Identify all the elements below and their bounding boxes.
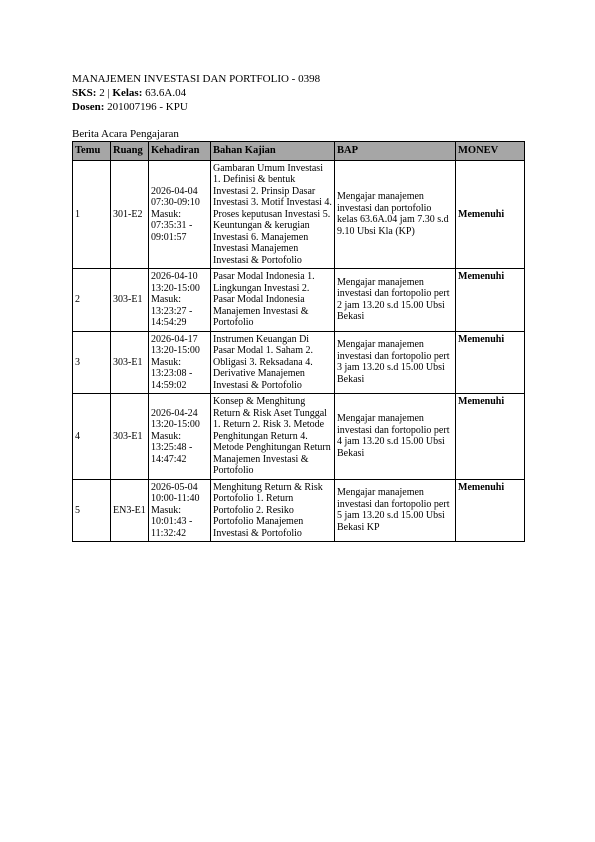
column-header-monev: MONEV — [456, 142, 525, 161]
meta-separator: | — [107, 87, 110, 99]
table-row — [73, 269, 525, 332]
lecturer-line — [72, 100, 524, 114]
cell-bap: Mengajar manajemen investasi dan portofolio kelas 63.6A.04 jam 7.30 s.d 9.10 Ubsi Kla (KP) — [335, 160, 456, 269]
cell-temu: 4 — [73, 394, 111, 480]
cell-temu: 2 — [73, 269, 111, 332]
kelas-label: Kelas: — [112, 87, 143, 99]
table-row — [73, 479, 525, 542]
cell-temu: 5 — [73, 479, 111, 542]
table-row — [73, 394, 525, 480]
document-page — [72, 72, 524, 542]
column-header-bahan-kajian: Bahan Kajian — [211, 142, 335, 161]
course-meta-line — [72, 86, 524, 100]
cell-ruang: 303-E1 — [111, 394, 149, 480]
cell-temu: 1 — [73, 160, 111, 269]
cell-bahan-kajian: Menghitung Return & Risk Portofolio 1. Return Portofolio 2. Resiko Portofolio Manajemen Investasi & Portofolio — [211, 479, 335, 542]
section-title: Berita Acara Pengajaran — [72, 128, 179, 140]
cell-monev: Memenuhi — [456, 160, 525, 269]
sks-label: SKS: — [72, 87, 97, 99]
cell-ruang: 303-E1 — [111, 331, 149, 394]
column-header-bap: BAP — [335, 142, 456, 161]
cell-bahan-kajian: Instrumen Keuangan Di Pasar Modal 1. Saham 2. Obligasi 3. Reksadana 4. Derivative Manajemen Investasi & Portofolio — [211, 331, 335, 394]
cell-bahan-kajian: Gambaran Umum Investasi 1. Definisi & bentuk Investasi 2. Prinsip Dasar Investasi 3. Motif Investasi 4. Proses keputusan Investasi 5. Keuntungan & kerugian Investasi 6. Manajemen Investasi Manajemen Investasi & Portofolio — [211, 160, 335, 269]
cell-monev: Memenuhi — [456, 479, 525, 542]
cell-monev: Memenuhi — [456, 269, 525, 332]
cell-kehadiran: 2026-04-24 13:20-15:00 Masuk: 13:25:48 - 14:47:42 — [149, 394, 211, 480]
cell-ruang: 301-E2 — [111, 160, 149, 269]
table-row — [73, 160, 525, 269]
dosen-value: 201007196 - KPU — [107, 101, 188, 113]
kelas-value: 63.6A.04 — [145, 87, 187, 99]
cell-bap: Mengajar manajemen investasi dan fortopolio pert 3 jam 13.20 s.d 15.00 Ubsi Bekasi — [335, 331, 456, 394]
column-header-kehadiran: Kehadiran — [149, 142, 211, 161]
dosen-label: Dosen: — [72, 101, 105, 113]
cell-ruang: 303-E1 — [111, 269, 149, 332]
cell-kehadiran: 2026-04-04 07:30-09:10 Masuk: 07:35:31 - 09:01:57 — [149, 160, 211, 269]
cell-bap: Mengajar manajemen investasi dan fortopolio pert 4 jam 13.20 s.d 15.00 Ubsi Bekasi — [335, 394, 456, 480]
cell-monev: Memenuhi — [456, 331, 525, 394]
cell-kehadiran: 2026-05-04 10:00-11:40 Masuk: 10:01:43 - 11:32:42 — [149, 479, 211, 542]
course-title: MANAJEMEN INVESTASI DAN PORTFOLIO - 0398 — [72, 73, 321, 85]
teaching-record-table — [72, 141, 525, 542]
cell-bahan-kajian: Konsep & Menghitung Return & Risk Aset Tunggal 1. Return 2. Risk 3. Metode Penghitungan Return 4. Metode Penghitungan Return Manajemen Investasi & Portofolio — [211, 394, 335, 480]
table-row — [73, 331, 525, 394]
table-header-row — [73, 142, 525, 161]
cell-temu: 3 — [73, 331, 111, 394]
sks-value: 2 — [99, 87, 105, 99]
cell-monev: Memenuhi — [456, 394, 525, 480]
column-header-temu: Temu — [73, 142, 111, 161]
cell-bap: Mengajar manajemen investasi dan fortopolio pert 2 jam 13.20 s.d 15.00 Ubsi Bekasi — [335, 269, 456, 332]
column-header-ruang: Ruang — [111, 142, 149, 161]
cell-kehadiran: 2026-04-17 13:20-15:00 Masuk: 13:23:08 - 14:59:02 — [149, 331, 211, 394]
cell-kehadiran: 2026-04-10 13:20-15:00 Masuk: 13:23:27 - 14:54:29 — [149, 269, 211, 332]
cell-bahan-kajian: Pasar Modal Indonesia 1. Lingkungan Investasi 2. Pasar Modal Indonesia Manajemen Investasi & Portofolio — [211, 269, 335, 332]
cell-bap: Mengajar manajemen investasi dan fortopolio pert 5 jam 13.20 s.d 15.00 Ubsi Bekasi KP — [335, 479, 456, 542]
cell-ruang: EN3-E1 — [111, 479, 149, 542]
